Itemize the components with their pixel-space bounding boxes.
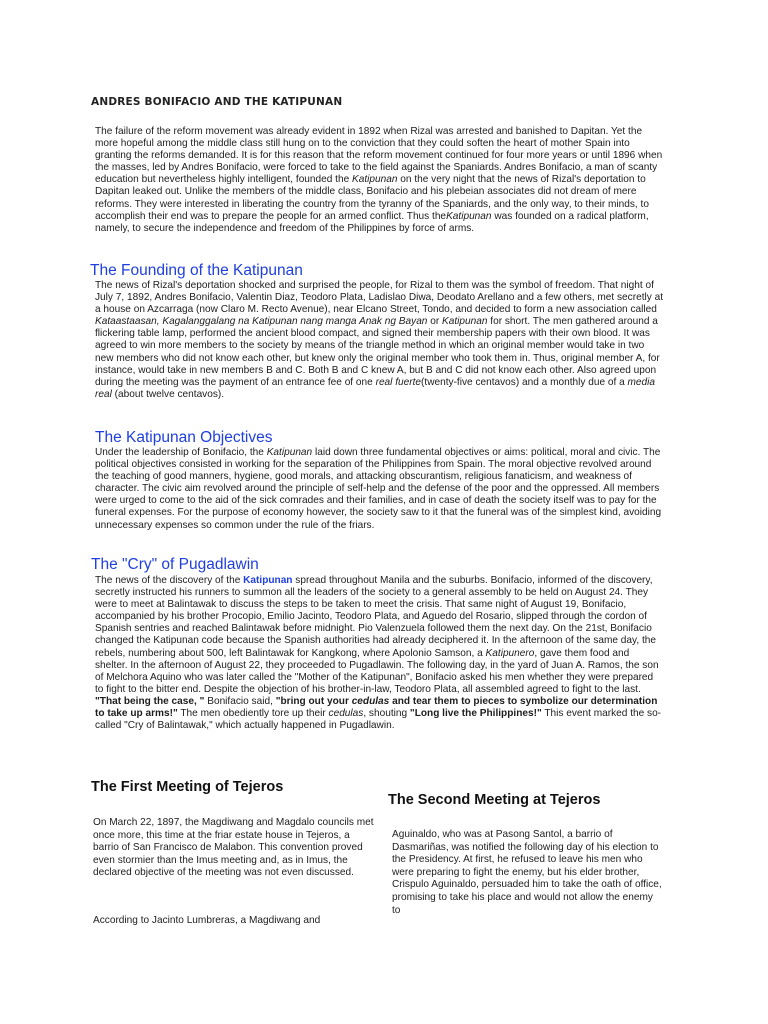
text-run: laid down three fundamental objectives or aims: political, moral and civic. The political objectives consisted in working for the separation of the Philippines from Spain. The moral objective revolved around the teaching of good manners, hygiene, good morals, and attacking obscurantism, religious fanaticism, and weakness of character. The civic aim revolved around the principle of self-help and the defense of the poor and the oppressed. All members were urged to come to the aid of the sick comrades and their families, and in case of death the society itself was to pay for the funeral expenses. For the purpose of economy however, the society saw to it that the funeral was of the simplest kind, avoiding unnecessary expenses so common under the rule of the friars.: [95, 447, 662, 531]
text-run: "bring out your: [275, 695, 352, 707]
text-run: was founded on a radical platform, namely, to secure the independence and freedom of the Philippines by force of arms.: [95, 210, 649, 234]
text-run: on the very night that the news of Rizal's deportation to Dapitan leaked out. Unlike the members of the middle class, Bonifacio and his plebeian associates did not dream of mere reforms. They were interested in liberating the country from the tyranny of the Spaniards, and the only way, to their minds, to accomplish their end was to prepare the people for an armed conflict. Thus the: [95, 174, 649, 222]
text-run: Under the leadership of Bonifacio, the: [95, 447, 267, 458]
objectives-heading: The Katipunan Objectives: [95, 429, 273, 446]
text-run: for short. The men gathered around a flickering table lamp, performed the ancient blood compact, and signed their membership papers with their own blood. It was agreed to win more members to the society by means of the triangle method in which an original member would take in two new members who did not know each other, but knew only the original member who took them in. Thus, original member A, for instance, would take in new members B and C. Both B and C knew A, but B and C did not know each other. Also agreed upon during the meeting was the payment of an entrance fee of one: [95, 316, 660, 388]
intro-paragraph: [95, 126, 663, 235]
cry-paragraph: [95, 575, 663, 732]
document-title: ANDRES BONIFACIO AND THE KATIPUNAN: [91, 96, 343, 108]
cry-heading: The "Cry" of Pugadlawin: [91, 556, 259, 573]
text-run: Kataastaasan, Kagalanggalang na Katipunan nang manga Anak ng Bayan: [95, 316, 428, 328]
text-run: , shouting: [363, 708, 410, 720]
text-run: Katipunan: [442, 316, 488, 328]
first-meeting-paragraph: On March 22, 1897, the Magdiwang and Magdalo councils met once more, this time at the friar estate house in Tejeros, a barrio of San Francisco de Malabon. This convention proved even stormier than the Imus meeting and, as in Imus, the declared objective of the meeting was not even discussed.: [93, 817, 374, 879]
text-run: Katipunero: [485, 647, 535, 659]
text-run: cedulas: [328, 708, 364, 720]
second-meeting-paragraph: Aguinaldo, who was at Pasong Santol, a barrio of Dasmariñas, was notified the following day of his election to the Presidency. At first, he refused to leave his men who were preparing to fight the enemy, but his elder brother, Crispulo Aguinaldo, persuaded him to take the oath of office, promising to take his place and would not allow the enemy to: [392, 829, 662, 916]
text-run: The news of Rizal's deportation shocked and surprised the people, for Rizal to them was the symbol of freedom. That night of July 7, 1892, Andres Bonifacio, Valentin Diaz, Teodoro Plata, Ladislao Diwa, Deodato Arellano and a few others, met secretly at a house on Azcarraga (now Claro M. Recto Avenue), near Elcano Street, Tondo, and decided to form a new association called: [95, 280, 664, 316]
text-run: and tear them to pieces to symbolize our determination to take up arms!": [95, 695, 658, 720]
text-run: The failure of the reform movement was already evident in 1892 when Rizal was arrested and banished to Dapitan. Yet the more hopeful among the middle class still hung on to the conviction that they could soften the heart of mother Spain into granting the reforms demanded. It is for this reason that the reform movement continued for four more years or until 1896 when the masses, led by Andres Bonifacio, were forced to take to the field against the Spaniards. Andres Bonifacio, a man of scanty education but nevertheless highly intelligent, founded the: [95, 126, 663, 186]
text-run: Bonifacio said,: [204, 695, 276, 707]
text-run: (twenty-five centavos) and a monthly due of a: [421, 376, 628, 388]
first-meeting-paragraph-2: According to Jacinto Lumbreras, a Magdiwang and: [93, 915, 321, 926]
text-run: Katipunan: [243, 575, 293, 586]
text-run: "That being the case, ": [95, 695, 205, 707]
text-run: This event marked the so-called "Cry of Balintawak," which actually happened in Pugadlawin.: [95, 708, 662, 732]
text-run: spread throughout Manila and the suburbs. Bonifacio, informed of the discovery, secretly instructed his runners to summon all the leaders of the society to a general assembly to be held on August 24. They were to meet at Balintawak to discuss the steps to be taken to meet the crisis. That same night of August 19, Bonifacio, accompanied by his brother Procopio, Emilio Jacinto, Teodoro Plata, and Aguedo del Rosario, slipped through the cordon of Spanish sentries and reached Balintawak before midnight. Pio Valenzuela followed them the next day. On the 21st, Bonifacio changed the Katipunan code because the Spanish authorities had already deciphered it. In the afternoon of the same day, the rebels, numbering about 500, left Balintawak for Kangkong, where Apolonio Samson, a: [95, 575, 656, 659]
text-run: media real: [95, 376, 655, 400]
text-run: cedulas: [351, 695, 390, 707]
text-run: The men obediently tore up their: [177, 708, 329, 720]
founding-paragraph: [95, 280, 663, 401]
text-run: Katipunan: [352, 174, 398, 186]
text-run: (about twelve centavos).: [111, 388, 225, 400]
text-run: , gave them food and shelter. In the afternoon of August 22, they proceeded to Pugadlawin. The following day, in the yard of Juan A. Ramos, the son of Melchora Aquino who was later called the "Mother of the Katipunan", Bonifacio asked his men whether they were prepared to fight to the bitter end. Despite the objection of his brother-in-law, Teodoro Plata, all assembled agreed to fight to the last.: [95, 647, 659, 695]
first-meeting-heading: The First Meeting of Tejeros: [91, 779, 284, 795]
text-run: Katipunan: [446, 210, 492, 222]
text-run: "Long live the Philippines!": [409, 708, 542, 720]
founding-heading: The Founding of the Katipunan: [90, 262, 303, 279]
text-run: The news of the discovery of the: [95, 575, 244, 586]
text-run: Katipunan: [266, 447, 313, 458]
objectives-paragraph: [95, 447, 663, 532]
text-run: or: [427, 316, 443, 328]
text-run: real fuerte: [375, 376, 422, 388]
second-meeting-heading: The Second Meeting at Tejeros: [388, 792, 601, 808]
